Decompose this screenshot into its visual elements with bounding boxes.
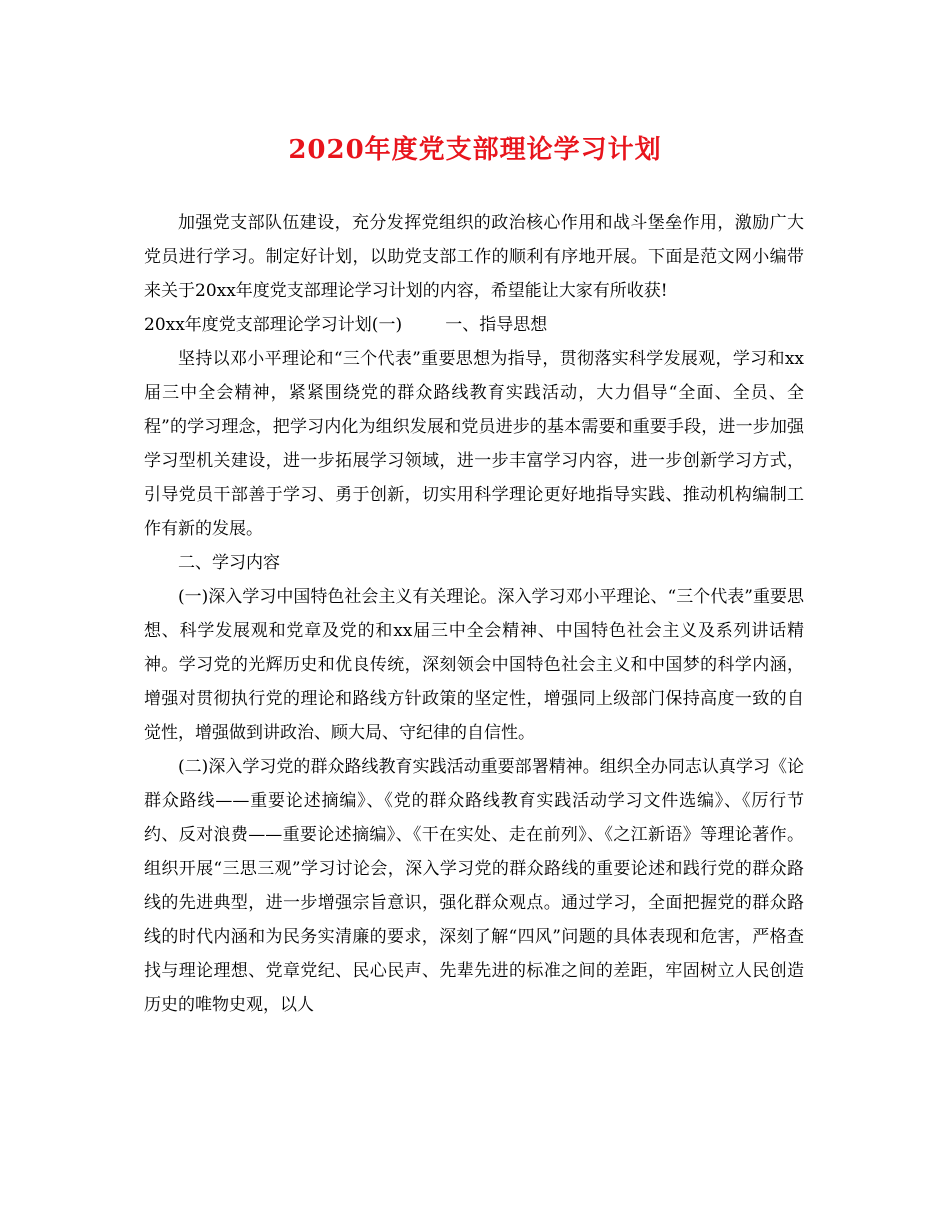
study-content-paragraph-1: (一)深入学习中国特色社会主义有关理论。深入学习邓小平理论、“三个代表”重要思想、科学发展观和党章及党的和xx届三中全会精神、中国特色社会主义及系列讲话精神。学习党的光辉历史和优良传统，深刻领会中国特色社会主义和中国梦的科学内涵，增强对贯彻执行党的理论和路线方针政策的坚定性，增强同上级部门保持高度一致的自觉性，增强做到讲政治、顾大局、守纪律的自信性。 <box>144 587 804 743</box>
section-heading-study-content: 二、学习内容 <box>178 553 280 573</box>
guiding-thought-paragraph: 坚持以邓小平理论和“三个代表”重要思想为指导，贯彻落实科学发展观，学习和xx届三中全会精神，紧紧围绕党的群众路线教育实践活动，大力倡导“全面、全员、全程”的学习理念，把学习内化为组织发展和党员进步的基本需要和重要手段，进一步加强学习型机关建设，进一步拓展学习领域，进一步丰富学习内容，进一步创新学习方式，引导党员干部善于学习、勇于创新，切实用科学理论更好地指导实践、推动机构编制工作有新的发展。 <box>144 349 804 539</box>
document-body <box>144 206 804 1022</box>
plan-heading: 20xx年度党支部理论学习计划(一) 一、指导思想 <box>144 315 548 335</box>
document-title: 2020年度党支部理论学习计划 <box>288 135 662 165</box>
study-content-paragraph-2: (二)深入学习党的群众路线教育实践活动重要部署精神。组织全办同志认真学习《论群众路线——重要论述摘编》、《党的群众路线教育实践活动学习文件选编》、《厉行节约、反对浪费——重要论述摘编》、《干在实处、走在前列》、《之江新语》等理论著作。组织开展“三思三观”学习讨论会，深入学习党的群众路线的重要论述和践行党的群众路线的先进典型，进一步增强宗旨意识，强化群众观点。通过学习，全面把握党的群众路线的时代内涵和为民务实清廉的要求，深刻了解“四风”问题的具体表现和危害，严格查找与理论理想、党章党纪、民心民声、先辈先进的标准之间的差距，牢固树立人民创造历史的唯物史观，以人 <box>144 757 804 1015</box>
intro-paragraph: 加强党支部队伍建设，充分发挥党组织的政治核心作用和战斗堡垒作用，激励广大党员进行学习。制定好计划，以助党支部工作的顺利有序地开展。下面是范文网小编带来关于20xx年度党支部理论学习计划的内容，希望能让大家有所收获! <box>144 213 804 301</box>
